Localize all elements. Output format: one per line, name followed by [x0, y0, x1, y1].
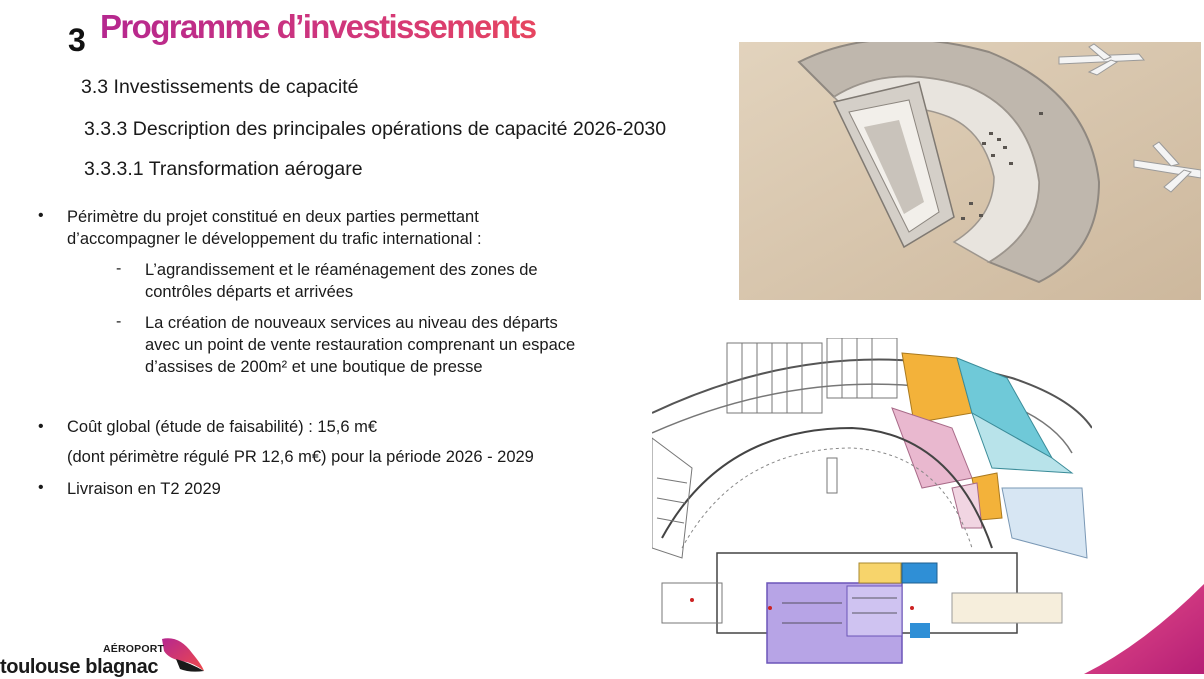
terminal-floor-plan [652, 338, 1092, 668]
terminal-3d-render [739, 42, 1201, 300]
logo-airport-label: AÉROPORT [103, 643, 165, 655]
logo-brand-name: toulouse blagnac [0, 656, 159, 678]
corner-decoration [1084, 584, 1204, 674]
bullet-icon: • [38, 418, 44, 435]
sub-item-2-line1: La création de nouveaux services au niveau des départs [145, 314, 558, 332]
heading-main-operations: 3.3.3 Description des principales opérations de capacité 2026-2030 [84, 118, 667, 140]
bullet-icon: • [38, 207, 44, 224]
dash-icon: - [116, 313, 122, 330]
sub-item-1-line2: contrôles départs et arrivées [145, 283, 354, 301]
delivery-text: Livraison en T2 2029 [67, 480, 221, 498]
heading-terminal-transformation: 3.3.3.1 Transformation aérogare [84, 158, 363, 180]
cost-text: Coût global (étude de faisabilité) : 15,6 m€ [67, 418, 378, 436]
perimeter-text-line2: d’accompagner le développement du trafic international : [67, 230, 482, 248]
cost-detail-text: (dont périmètre régulé PR 12,6 m€) pour la période 2026 - 2029 [67, 448, 534, 466]
heading-capacity-investments: 3.3 Investissements de capacité [81, 76, 359, 98]
section-number: 3 [68, 22, 86, 58]
bullet-icon: • [38, 479, 44, 496]
slide-title: Programme d’investissements [100, 8, 536, 45]
perimeter-text-line1: Périmètre du projet constitué en deux parties permettant [67, 208, 479, 226]
dash-icon: - [116, 260, 122, 277]
sub-item-2-line3: d’assises de 200m² et une boutique de presse [145, 358, 483, 376]
sub-item-1-line1: L’agrandissement et le réaménagement des zones de [145, 261, 538, 279]
sub-item-2-line2: avec un point de vente restauration comprenant un espace [145, 336, 576, 354]
